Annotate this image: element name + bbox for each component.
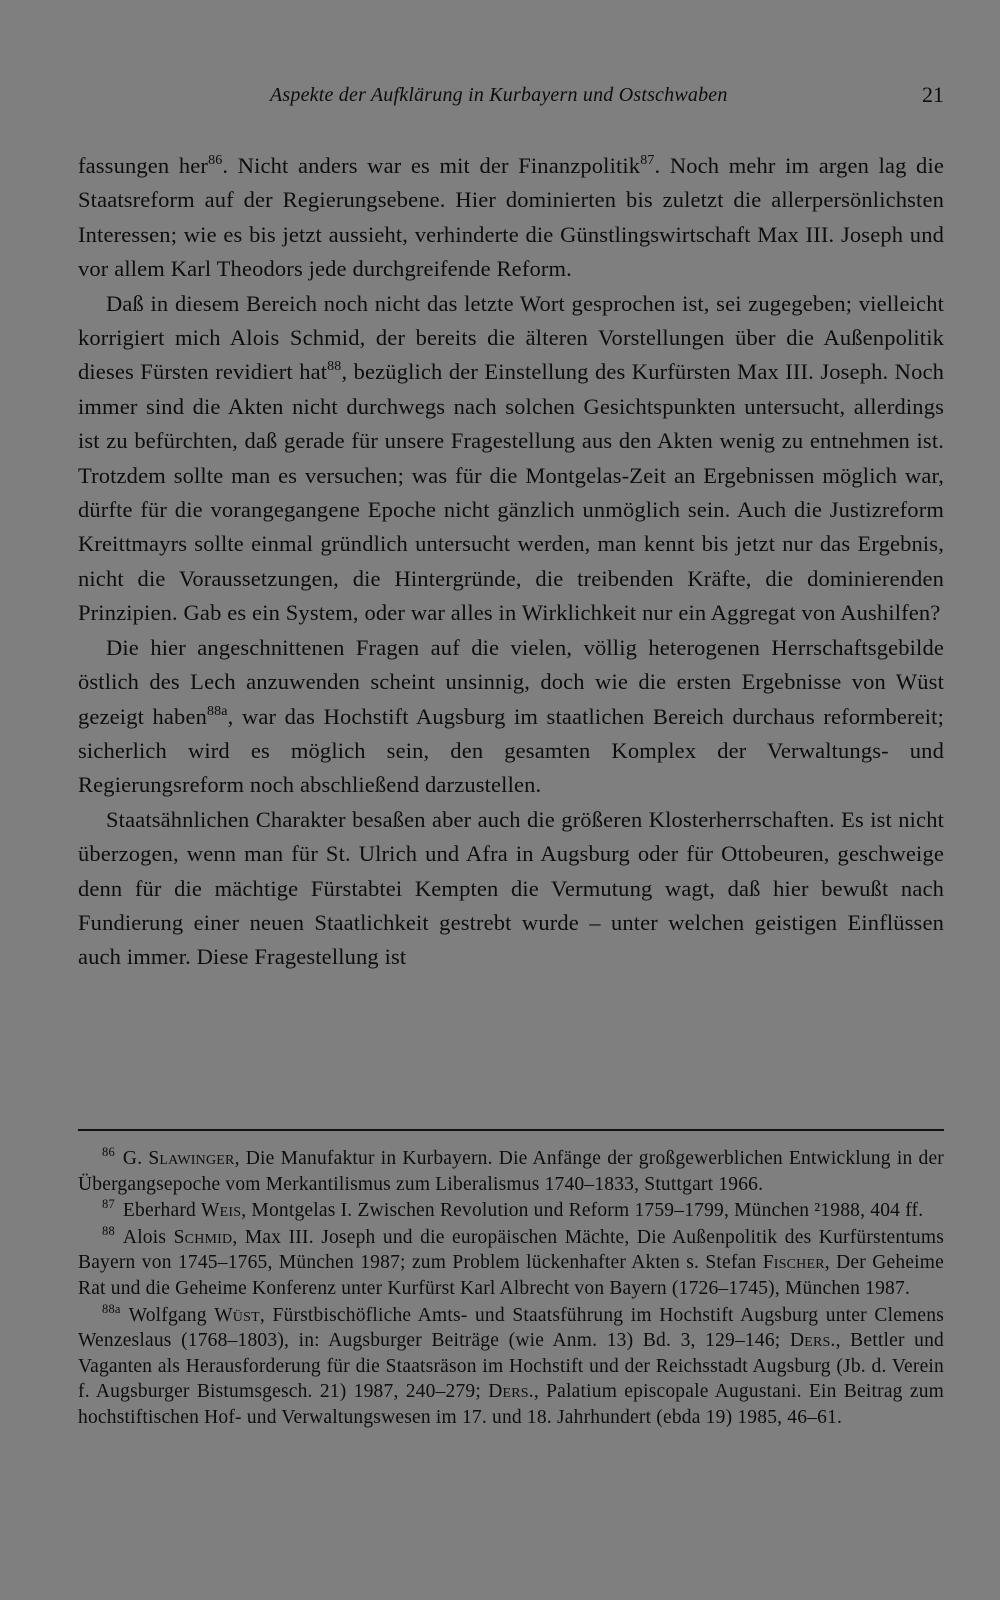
footnote-text: , Fürstbischöfliche Amts- und Staatsführung im Hochstift Augsburg unter Clemens Wenzeslaus (1768–1803), in: Augsburger Beiträge (wie Anm. 13) Bd. 3, 129–146; bbox=[78, 1304, 945, 1352]
footnote bbox=[78, 1225, 944, 1302]
footnote-text: Alois bbox=[122, 1226, 167, 1248]
page-number: 21 bbox=[922, 82, 944, 107]
footnote-number: 86 bbox=[102, 1145, 115, 1159]
footnote-text: , Palatium episcopale Augustani. Ein Beitrag zum hochstiftischen Hof- und Verwaltungswesen im 17. und 18. Jahrhundert (ebda 19) 1985, 46–61. bbox=[78, 1381, 945, 1428]
paragraph: Staatsähnlichen Charakter besaßen aber auch die größeren Klosterherrschaften. Es ist nicht überzogen, wenn man für St. Ulrich und Afra in Augsburg oder für Ottobeuren, geschweige denn für die mächtige Fürstabtei Kempten die Vermutung wagt, daß hier bewußt nach Fundierung einer neuen Staatlichkeit gestrebt wurde – unter welchen geistigen Einflüssen auch immer. Diese Fragestellung ist bbox=[78, 806, 944, 970]
footnote-divider bbox=[78, 1129, 944, 1131]
author-name: Ders. bbox=[789, 1330, 836, 1352]
author-name: Schmid bbox=[173, 1226, 233, 1248]
paragraph-text: , war das Hochstift Augsburg im staatlichen Bereich durchaus reformbereit; sicherlich wird es möglich sein, den gesamten Komplex der Verwaltungs- und Regierungsreform noch abschließend darzustellen. bbox=[78, 703, 944, 798]
main-text bbox=[78, 149, 944, 975]
running-title: Aspekte der Aufklärung in Kurbayern und Ostschwaben bbox=[270, 84, 728, 106]
author-name: Wüst bbox=[214, 1304, 260, 1326]
footnote-text: , Montgelas I. Zwischen Revolution und Reform 1759–1799, München ²1988, 404 ff. bbox=[241, 1200, 924, 1222]
footnote-text: , Max III. Joseph und die europäischen Mächte, Die Außenpolitik des Kurfürstentums Bayern von 1745–1765, München 1987; zum Problem lückenhafter Akten s. Stefan bbox=[78, 1226, 944, 1274]
footnote-text: Wolfgang bbox=[128, 1304, 207, 1326]
footnote-text: Eberhard bbox=[122, 1200, 196, 1222]
author-name: Ders. bbox=[488, 1381, 534, 1403]
paragraph-text: Die hier angeschnittenen Fragen auf die vielen, völlig heterogenen Herrschaftsgebilde östlich des Lech anzuwenden scheint unsinnig, doch wie die ersten Ergebnisse von Wüst gezeigt haben bbox=[78, 634, 944, 729]
book-page bbox=[78, 0, 944, 1600]
footnote bbox=[78, 1303, 944, 1431]
paragraph bbox=[78, 287, 944, 631]
footnote-number: 87 bbox=[102, 1197, 115, 1212]
paragraph-text: Daß in diesem Bereich noch nicht das letzte Wort gesprochen ist, sei zugegeben; vielleicht korrigiert mich Alois Schmid, der bereits die älteren Vorstellungen über die Außenpolitik dieses Fürsten revidiert hat bbox=[78, 290, 944, 385]
footnote bbox=[78, 1146, 944, 1197]
paragraph-text: . Noch mehr im argen lag die Staatsreform auf der Regierungsebene. Hier dominierten bis zuletzt die allerpersönlichsten Interessen; wie es bis jetzt aussieht, verhinderte die Günstlingswirtschaft Max III. Joseph und vor allem Karl Theodors jede durchgreifende Reform. bbox=[78, 153, 944, 282]
author-name: Weis bbox=[201, 1200, 242, 1222]
paragraph bbox=[78, 631, 944, 803]
paragraph-text: , bezüglich der Einstellung des Kurfürsten Max III. Joseph. Noch immer sind die Akten nicht durchwegs nach solchen Gesichtspunkten untersucht, allerdings ist zu befürchten, daß gerade für unsere Fragestellung aus den Akten wenig zu entnehmen ist. Trotzdem sollte man es versuchen; was für die Montgelas-Zeit an Ergebnissen möglich war, dürfte für die vorangegangene Epoche nicht gänzlich unmöglich sein. Auch die Justizreform Kreittmayrs sollte einmal gründlich untersucht werden, man kennt bis jetzt nur das Ergebnis, nicht die Voraussetzungen, die Hintergründe, die treibenden Kräfte, die dominierenden Prinzipien. Gab es ein System, oder war alles in Wirklichkeit nur ein Aggregat von Aushilfen? bbox=[78, 359, 945, 626]
footnote-text: , Der Geheime Rat und die Geheime Konferenz unter Kurfürst Karl Albrecht von Bayern (1726–1745), München 1987. bbox=[78, 1252, 945, 1299]
footnote-ref: 88 bbox=[327, 359, 342, 375]
footnote-ref: 87 bbox=[640, 153, 655, 168]
footnote-ref: 88a bbox=[207, 703, 228, 719]
paragraph bbox=[78, 149, 944, 287]
author-name: Slawinger bbox=[148, 1148, 235, 1169]
paragraph-text: . Nicht anders war es mit der Finanzpolitik bbox=[222, 153, 641, 178]
running-header bbox=[78, 84, 944, 120]
paragraph-text: fassungen her bbox=[78, 153, 209, 178]
footnote-text: G. bbox=[122, 1148, 143, 1169]
footnote-ref: 86 bbox=[208, 153, 223, 168]
footnote-number: 88 bbox=[102, 1223, 115, 1238]
footnote-text: , Bettler und Vaganten als Herausforderung für die Staatsräson im Hochstift und der Reichsstadt Augsburg (Jb. d. Verein f. Augsburger Bistumsgesch. 21) 1987, 240–279; bbox=[78, 1330, 945, 1403]
footnote-text: , Die Manufaktur in Kurbayern. Die Anfänge der großgewerblichen Entwicklung in der Übergangsepoche vom Merkantilismus zum Liberalismus 1740–1833, Stuttgart 1966. bbox=[78, 1148, 945, 1195]
footnotes bbox=[78, 1146, 944, 1432]
footnote-number: 88a bbox=[102, 1301, 121, 1316]
author-name: Fischer bbox=[762, 1252, 825, 1274]
footnote bbox=[78, 1198, 944, 1224]
